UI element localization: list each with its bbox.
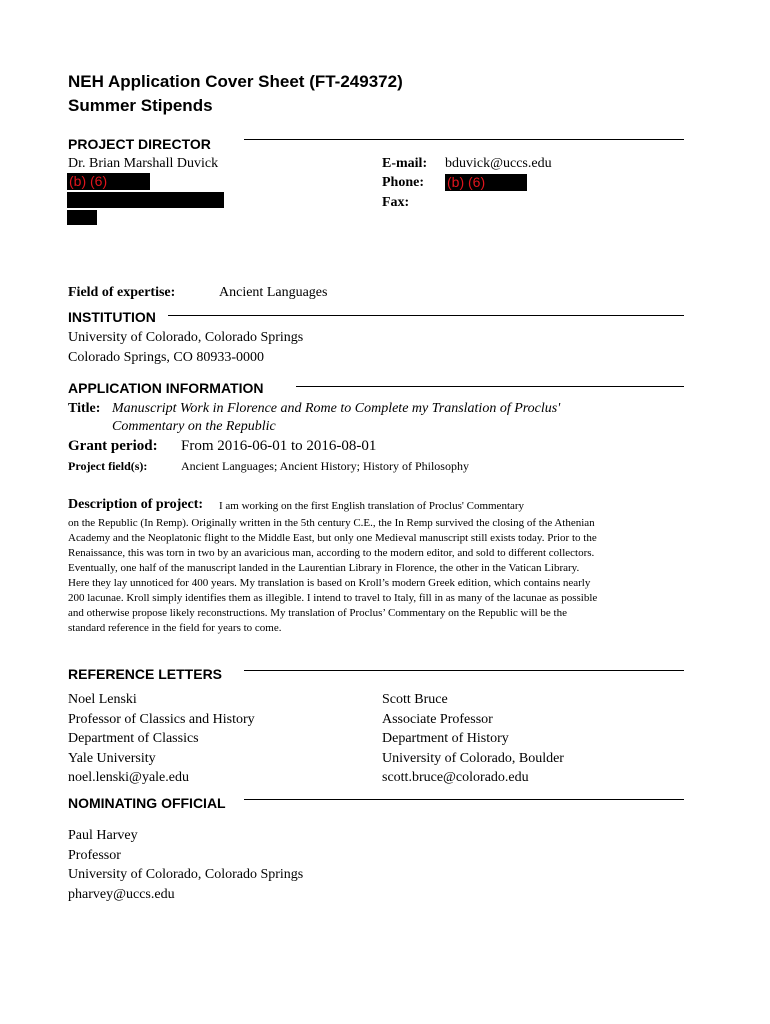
section-heading-project-director: PROJECT DIRECTOR bbox=[68, 136, 211, 152]
section-heading-nominating-official: NOMINATING OFFICIAL bbox=[68, 795, 226, 811]
reference-right-line: University of Colorado, Boulder bbox=[382, 750, 564, 766]
grant-period-label: Grant period: bbox=[68, 438, 158, 454]
description-line: Eventually, one half of the manuscript landed in the Laurentian Library in Florence, the other in the Vatican Library. bbox=[68, 562, 580, 574]
nominating-line: Paul Harvey bbox=[68, 828, 138, 843]
section-heading-reference-letters: REFERENCE LETTERS bbox=[68, 666, 223, 682]
institution-name: University of Colorado, Colorado Springs bbox=[68, 330, 304, 345]
reference-right-line: Scott Bruce bbox=[382, 692, 448, 707]
reference-right-line: scott.bruce@colorado.edu bbox=[382, 770, 529, 785]
phone-row bbox=[382, 173, 424, 193]
grant-period-value: From 2016-06-01 to 2016-08-01 bbox=[181, 438, 377, 454]
nominating-line: pharvey@uccs.edu bbox=[68, 886, 175, 902]
email-value: bduvick@uccs.edu bbox=[445, 156, 552, 171]
title-label: Title: bbox=[68, 401, 101, 416]
director-name: Dr. Brian Marshall Duvick bbox=[68, 156, 219, 171]
reference-left-line: Yale University bbox=[68, 750, 156, 766]
nominating-official bbox=[68, 826, 303, 904]
redaction-box bbox=[67, 210, 97, 225]
email-row bbox=[382, 154, 427, 174]
project-fields-value: Ancient Languages; Ancient History; History of Philosophy bbox=[181, 459, 469, 473]
redaction-box bbox=[67, 192, 224, 208]
section-heading-institution: INSTITUTION bbox=[68, 309, 156, 325]
description-label: Description of project: bbox=[68, 497, 204, 512]
redaction-label: (b) (6) bbox=[69, 173, 108, 189]
project-title-line1: Manuscript Work in Florence and Rome to Complete my Translation of Proclus' bbox=[112, 401, 561, 416]
section-rule bbox=[244, 799, 684, 800]
redaction-label: (b) (6) bbox=[447, 174, 486, 190]
description-line: Academy and the Neoplatonic flight to the Middle East, but only one Medieval manuscript still exists today. Prior to the bbox=[68, 532, 597, 544]
reference-left bbox=[68, 690, 255, 788]
reference-left-line: Noel Lenski bbox=[68, 692, 137, 707]
description-line: on the Republic (In Remp). Originally written in the 5th century C.E., the In Remp survived the closing of the Athenian bbox=[68, 517, 595, 529]
field-of-expertise-label: Field of expertise: bbox=[68, 285, 176, 300]
fax-label: Fax: bbox=[382, 195, 410, 210]
fax-row bbox=[382, 193, 409, 213]
nominating-line: Professor bbox=[68, 847, 121, 863]
section-rule bbox=[296, 386, 684, 387]
description-line: Here they lay unnoticed for 400 years. My translation is based on Kroll’s modern Greek edition, which contains nearly bbox=[68, 577, 591, 589]
nominating-line: University of Colorado, Colorado Springs bbox=[68, 867, 304, 882]
section-heading-application-information: APPLICATION INFORMATION bbox=[68, 380, 264, 396]
redaction-box bbox=[67, 173, 150, 190]
phone-label: Phone: bbox=[382, 175, 424, 190]
reference-left-line: Department of Classics bbox=[68, 731, 199, 746]
description-line: standard reference in the field for years to come. bbox=[68, 622, 282, 634]
description-line: and otherwise propose likely reconstructions. My translation of Proclus’ Commentary on the Republic will be the bbox=[68, 607, 567, 619]
reference-right bbox=[382, 690, 564, 788]
project-fields-label: Project field(s): bbox=[68, 459, 148, 473]
document-title: NEH Application Cover Sheet (FT-249372) bbox=[68, 72, 403, 91]
reference-left-line: Professor of Classics and History bbox=[68, 711, 255, 727]
reference-right-line: Department of History bbox=[382, 731, 509, 746]
reference-right-line: Associate Professor bbox=[382, 711, 493, 727]
field-of-expertise-value: Ancient Languages bbox=[219, 285, 328, 300]
redaction-box bbox=[445, 174, 527, 191]
document-subtitle: Summer Stipends bbox=[68, 96, 213, 115]
email-label: E-mail: bbox=[382, 156, 428, 171]
reference-left-line: noel.lenski@yale.edu bbox=[68, 770, 189, 785]
description-line: Renaissance, this was torn in two by an avaricious man, according to the modern editor, and sold to different collectors. bbox=[68, 547, 595, 559]
project-title-line2: Commentary on the Republic bbox=[112, 419, 276, 434]
section-rule bbox=[244, 670, 684, 671]
section-rule bbox=[244, 139, 684, 140]
section-rule bbox=[168, 315, 684, 316]
institution-address: Colorado Springs, CO 80933-0000 bbox=[68, 350, 264, 365]
description-line: 200 lacunae. Kroll simply identifies them as illegible. I intend to travel to Italy, fill in as many of the lacunae as possible bbox=[68, 592, 598, 604]
description-body bbox=[68, 516, 690, 636]
description-first-line: I am working on the first English translation of Proclus' Commentary bbox=[219, 500, 525, 512]
